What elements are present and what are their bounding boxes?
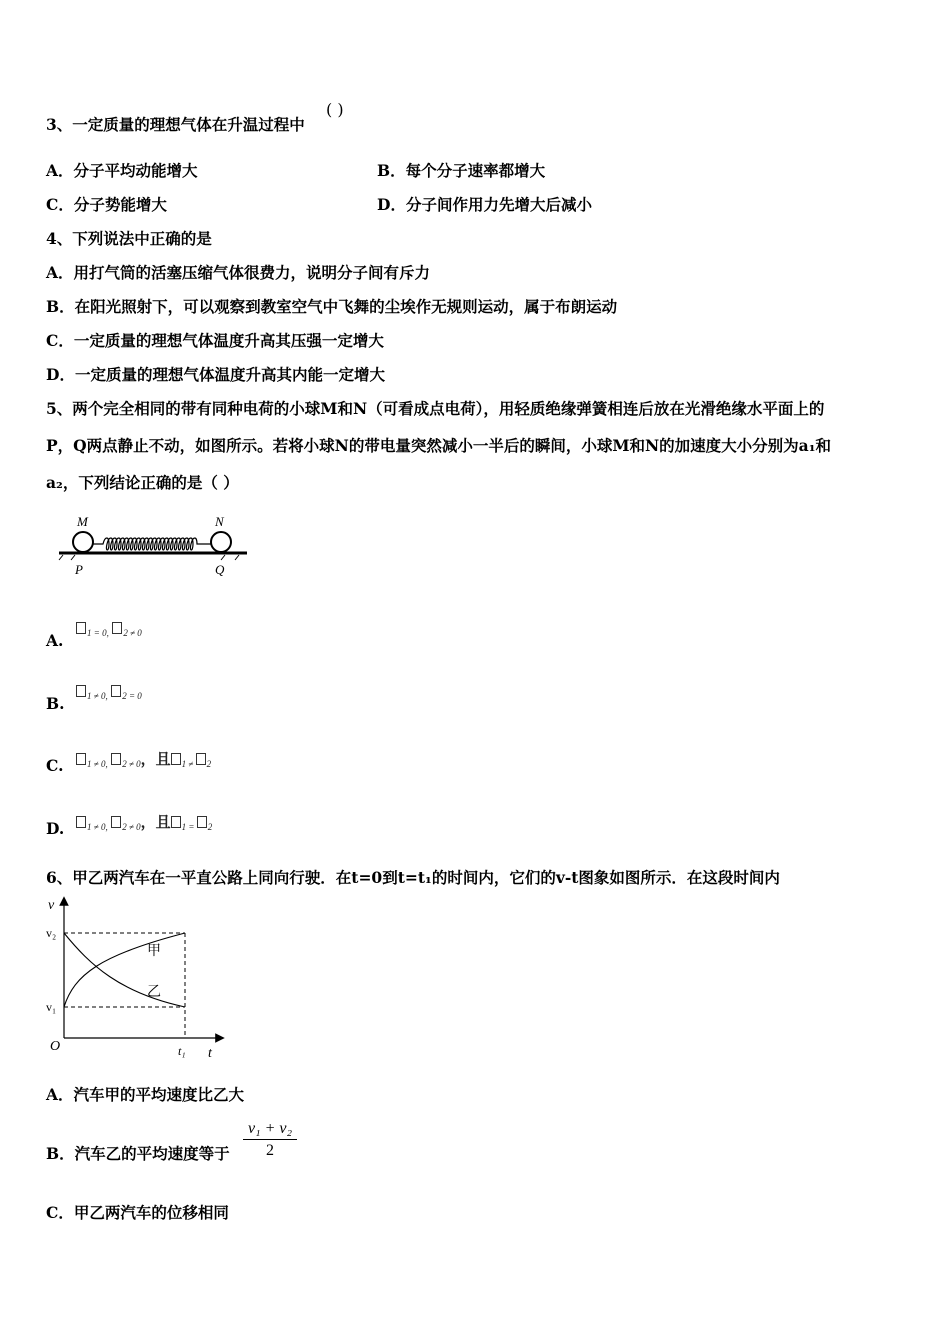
v-axis-label: v — [48, 898, 55, 913]
ground-hatch — [59, 555, 239, 560]
q5-stem-line1: 5、两个完全相同的带有同种电荷的小球M和N（可看成点电荷），用轻质绝缘弹簧相连后放在光滑绝缘水平面上的 — [46, 399, 825, 418]
spring — [93, 538, 211, 550]
curve-jia — [64, 933, 185, 1007]
q3-option-a: A．分子平均动能增大 — [46, 161, 198, 180]
placeholder-glyph — [76, 622, 86, 634]
q4-option-b: B．在阳光照射下，可以观察到教室空气中飞舞的尘埃作无规则运动，属于布朗运动 — [46, 297, 618, 316]
q4-option-a: A．用打气筒的活塞压缩气体很费力，说明分子间有斥力 — [46, 263, 431, 282]
q5-stem-line3: a₂，下列结论正确的是（ ） — [46, 473, 239, 492]
placeholder-glyph — [76, 753, 86, 765]
q3-stem: 3、一定质量的理想气体在升温过程中 — [46, 115, 305, 134]
q4-option-d: D．一定质量的理想气体温度升高其内能一定增大 — [46, 365, 385, 384]
q4-stem: 4、下列说法中正确的是 — [46, 229, 212, 248]
placeholder-glyph — [111, 753, 121, 765]
v1-label: v₁ — [46, 1000, 57, 1014]
q5-option-b-letter: B. — [46, 694, 65, 713]
spring-figure — [55, 510, 255, 580]
q6-stem: 6、甲乙两汽车在一平直公路上同向行驶．在t=0到t=t₁的时间内，它们的v-t图象如图所示．在这段时间内 — [46, 868, 780, 887]
q5-option-d-math: $_{1 \ne 0,}$ $_{2 \ne 0}$，且 $_{1 =}$ $_2$ — [76, 811, 212, 832]
placeholder-glyph — [76, 816, 86, 828]
q3-answer-paren: ( ) — [326, 100, 344, 119]
t-axis-label: t — [208, 1046, 212, 1061]
q5-option-c-math: $_{1 \ne 0,}$ $_{2 \ne 0}$，且 $_{1 \ne}$ $_2$ — [76, 748, 211, 769]
q4-option-c: C．一定质量的理想气体温度升高其压强一定增大 — [46, 331, 384, 350]
q3-option-c: C．分子势能增大 — [46, 195, 167, 214]
placeholder-glyph — [112, 622, 122, 634]
t1-label: t₁ — [178, 1044, 186, 1058]
ball-n — [211, 532, 231, 552]
vt-graph — [40, 895, 230, 1065]
curve-yi — [64, 933, 185, 1007]
curve-yi-label: 乙 — [147, 984, 161, 1000]
q3-option-b: B．每个分子速率都增大 — [377, 161, 546, 180]
q5-option-a-letter: A. — [46, 631, 64, 650]
label-m: M — [77, 514, 88, 529]
q5-option-d-letter: D. — [46, 819, 65, 838]
placeholder-glyph — [111, 816, 121, 828]
fraction-denominator: 2 — [266, 1142, 274, 1159]
placeholder-glyph — [197, 816, 207, 828]
fraction-numerator: v₁ + v₂ — [243, 1120, 297, 1140]
q5-stem-line2: P，Q两点静止不动，如图所示。若将小球N的带电量突然减小一半后的瞬间，小球M和N的加速度大小分别为a₁和 — [46, 436, 831, 455]
q5-option-c-letter: C. — [46, 756, 64, 775]
q6-option-a: A．汽车甲的平均速度比乙大 — [46, 1085, 245, 1104]
q3-option-d: D．分子间作用力先增大后减小 — [377, 195, 592, 214]
placeholder-glyph — [171, 753, 181, 765]
q5-option-a-math: $_{1 = 0,}$ $_{2 \ne 0}$ — [76, 622, 142, 638]
q6-option-b: B．汽车乙的平均速度等于 — [46, 1144, 230, 1163]
origin-label: O — [50, 1039, 61, 1054]
q6-option-c: C．甲乙两汽车的位移相同 — [46, 1203, 229, 1222]
placeholder-glyph — [171, 816, 181, 828]
label-n: N — [215, 514, 224, 529]
curve-jia-label: 甲 — [147, 943, 161, 959]
v2-label: v₂ — [46, 926, 57, 940]
placeholder-glyph — [76, 685, 86, 697]
q6-option-b-fraction — [243, 1120, 297, 1160]
label-q: Q — [215, 562, 225, 577]
q5-option-b-math: $_{1 \ne 0,}$ $_{2 = 0}$ — [76, 685, 142, 701]
ball-m — [73, 532, 93, 552]
placeholder-glyph — [196, 753, 206, 765]
placeholder-glyph — [111, 685, 121, 697]
label-p: P — [75, 562, 83, 577]
